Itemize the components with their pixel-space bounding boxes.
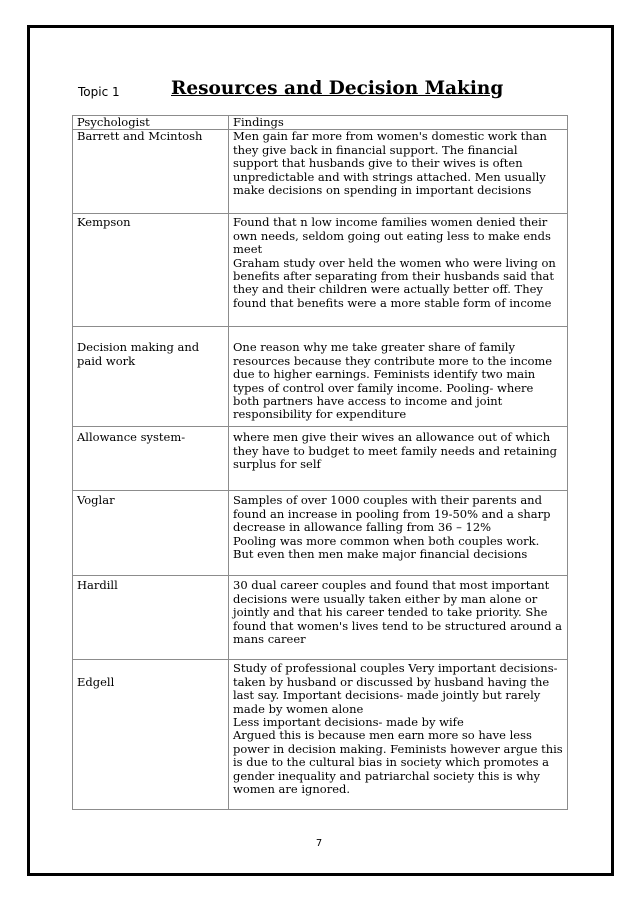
psychologist-cell: Barrett and Mcintosh: [73, 130, 229, 214]
topic-label: Topic 1: [78, 85, 120, 99]
table-row: [73, 660, 568, 810]
findings-table: [72, 115, 568, 810]
table-row: [73, 130, 568, 214]
psychologist-cell: Allowance system-: [73, 427, 229, 491]
findings-cell: Found that n low income families women denied their own needs, seldom going out eating less to make ends meet Graham study over held the women who were living on benefits after separating from their husbands said that they and their children were actually better off. They found that benefits were a more stable form of income: [229, 214, 568, 327]
table-row: [73, 491, 568, 576]
findings-cell: where men give their wives an allowance out of which they have to budget to meet family needs and retaining surplus for self: [229, 427, 568, 491]
psychologist-cell: Kempson: [73, 214, 229, 327]
column-header-findings: Findings: [229, 116, 568, 130]
psychologist-cell: Voglar: [73, 491, 229, 576]
findings-cell: Samples of over 1000 couples with their parents and found an increase in pooling from 19-50% and a sharp decrease in allowance falling from 36 – 12% Pooling was more common when both couples work. But even then men make major financial decisions: [229, 491, 568, 576]
findings-cell: Men gain far more from women's domestic work than they give back in financial support. The financial support that husbands give to their wives is often unpredictable and with strings attached. Men usually make decisions on spending in important decisions: [229, 130, 568, 214]
table-row: [73, 576, 568, 660]
table-row: [73, 214, 568, 327]
psychologist-cell: Decision making and paid work: [73, 327, 229, 427]
table-row: [73, 327, 568, 427]
psychologist-cell: Edgell: [73, 660, 229, 810]
page-title: Resources and Decision Making: [171, 78, 504, 99]
table-row: [73, 427, 568, 491]
findings-cell: Study of professional couples Very important decisions- taken by husband or discussed by husband having the last say. Important decisions- made jointly but rarely made by women alone Less important decisions- made by wife Argued this is because men earn more so have less power in decision making. Feminists however argue this is due to the cultural bias in society which promotes a gender inequality and patriarchal society this is why women are ignored.: [229, 660, 568, 810]
column-header-psychologist: Psychologist: [73, 116, 229, 130]
findings-cell: One reason why me take greater share of family resources because they contribute more to the income due to higher earnings. Feminists identify two main types of control over family income. Pooling- where both partners have access to income and joint responsibility for expenditure: [229, 327, 568, 427]
table-header-row: [73, 116, 568, 130]
psychologist-cell: Hardill: [73, 576, 229, 660]
findings-cell: 30 dual career couples and found that most important decisions were usually taken either by man alone or jointly and that his career tended to take priority. She found that women's lives tend to be structured around a mans career: [229, 576, 568, 660]
page-number: 7: [315, 838, 323, 849]
